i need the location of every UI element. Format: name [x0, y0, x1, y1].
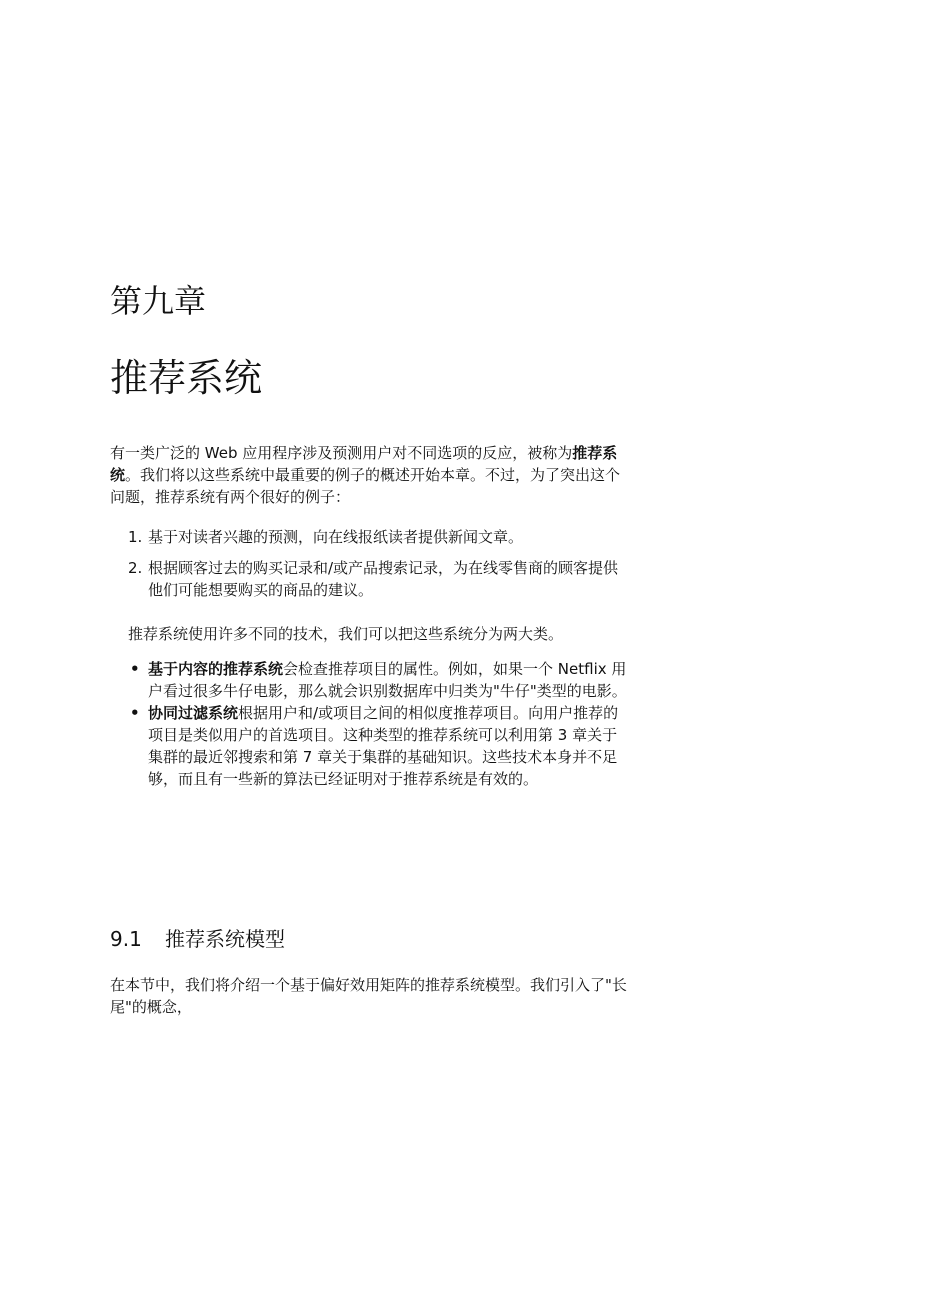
techniques-intro: 推荐系统使用许多不同的技术，我们可以把这些系统分为两大类。	[128, 625, 564, 643]
intro-bold-term: 推荐系统	[110, 444, 618, 484]
chapter-label: 第九章	[110, 282, 207, 320]
bullet-marker: •	[130, 704, 140, 722]
section-heading	[110, 925, 285, 953]
list-item-text: 基于对读者兴趣的预测，向在线报纸读者提供新闻文章。	[148, 528, 524, 546]
categories-list	[128, 658, 630, 790]
list-item	[128, 526, 630, 548]
list-item	[128, 557, 630, 601]
list-number: 1.	[128, 528, 143, 546]
intro-paragraph	[110, 442, 630, 508]
category-term: 基于内容的推荐系统	[148, 660, 284, 678]
list-item-text: 根据顾客过去的购买记录和/或产品搜索记录，为在线零售商的顾客提供他们可能想要购买的商品的建议。	[148, 559, 619, 599]
intro-text-part2: 。我们将以这些系统中最重要的例子的概述开始本章。不过，为了突出这个问题，推荐系统有两个很好的例子：	[110, 466, 621, 506]
section-title: 推荐系统模型	[165, 927, 285, 951]
category-text: 根据用户和/或项目之间的相似度推荐项目。向用户推荐的项目是类似用户的首选项目。这种类型的推荐系统可以利用第 3 章关于集群的最近邻搜索和第 7 章关于集群的基础知识。这些技术本身并不足够，而且有一些新的算法已经证明对于推荐系统是有效的。	[148, 704, 619, 788]
section-paragraph: 在本节中，我们将介绍一个基于偏好效用矩阵的推荐系统模型。我们引入了"长尾"的概念，	[110, 976, 627, 1016]
bullet-marker: •	[130, 660, 140, 678]
chapter-title: 推荐系统	[110, 356, 263, 400]
intro-text-part1: 有一类广泛的 Web 应用程序涉及预测用户对不同选项的反应，被称为	[110, 444, 573, 462]
document-page	[110, 0, 630, 1309]
examples-list	[128, 526, 630, 610]
list-item	[128, 658, 630, 702]
category-term: 协同过滤系统	[148, 704, 239, 722]
list-item	[128, 702, 630, 790]
category-text: 会检查推荐项目的属性。例如，如果一个 Netflix 用户看过很多牛仔电影，那么就会识别数据库中归类为"牛仔"类型的电影。	[148, 660, 627, 700]
section-number: 9.1	[110, 927, 142, 951]
list-number: 2.	[128, 559, 143, 577]
